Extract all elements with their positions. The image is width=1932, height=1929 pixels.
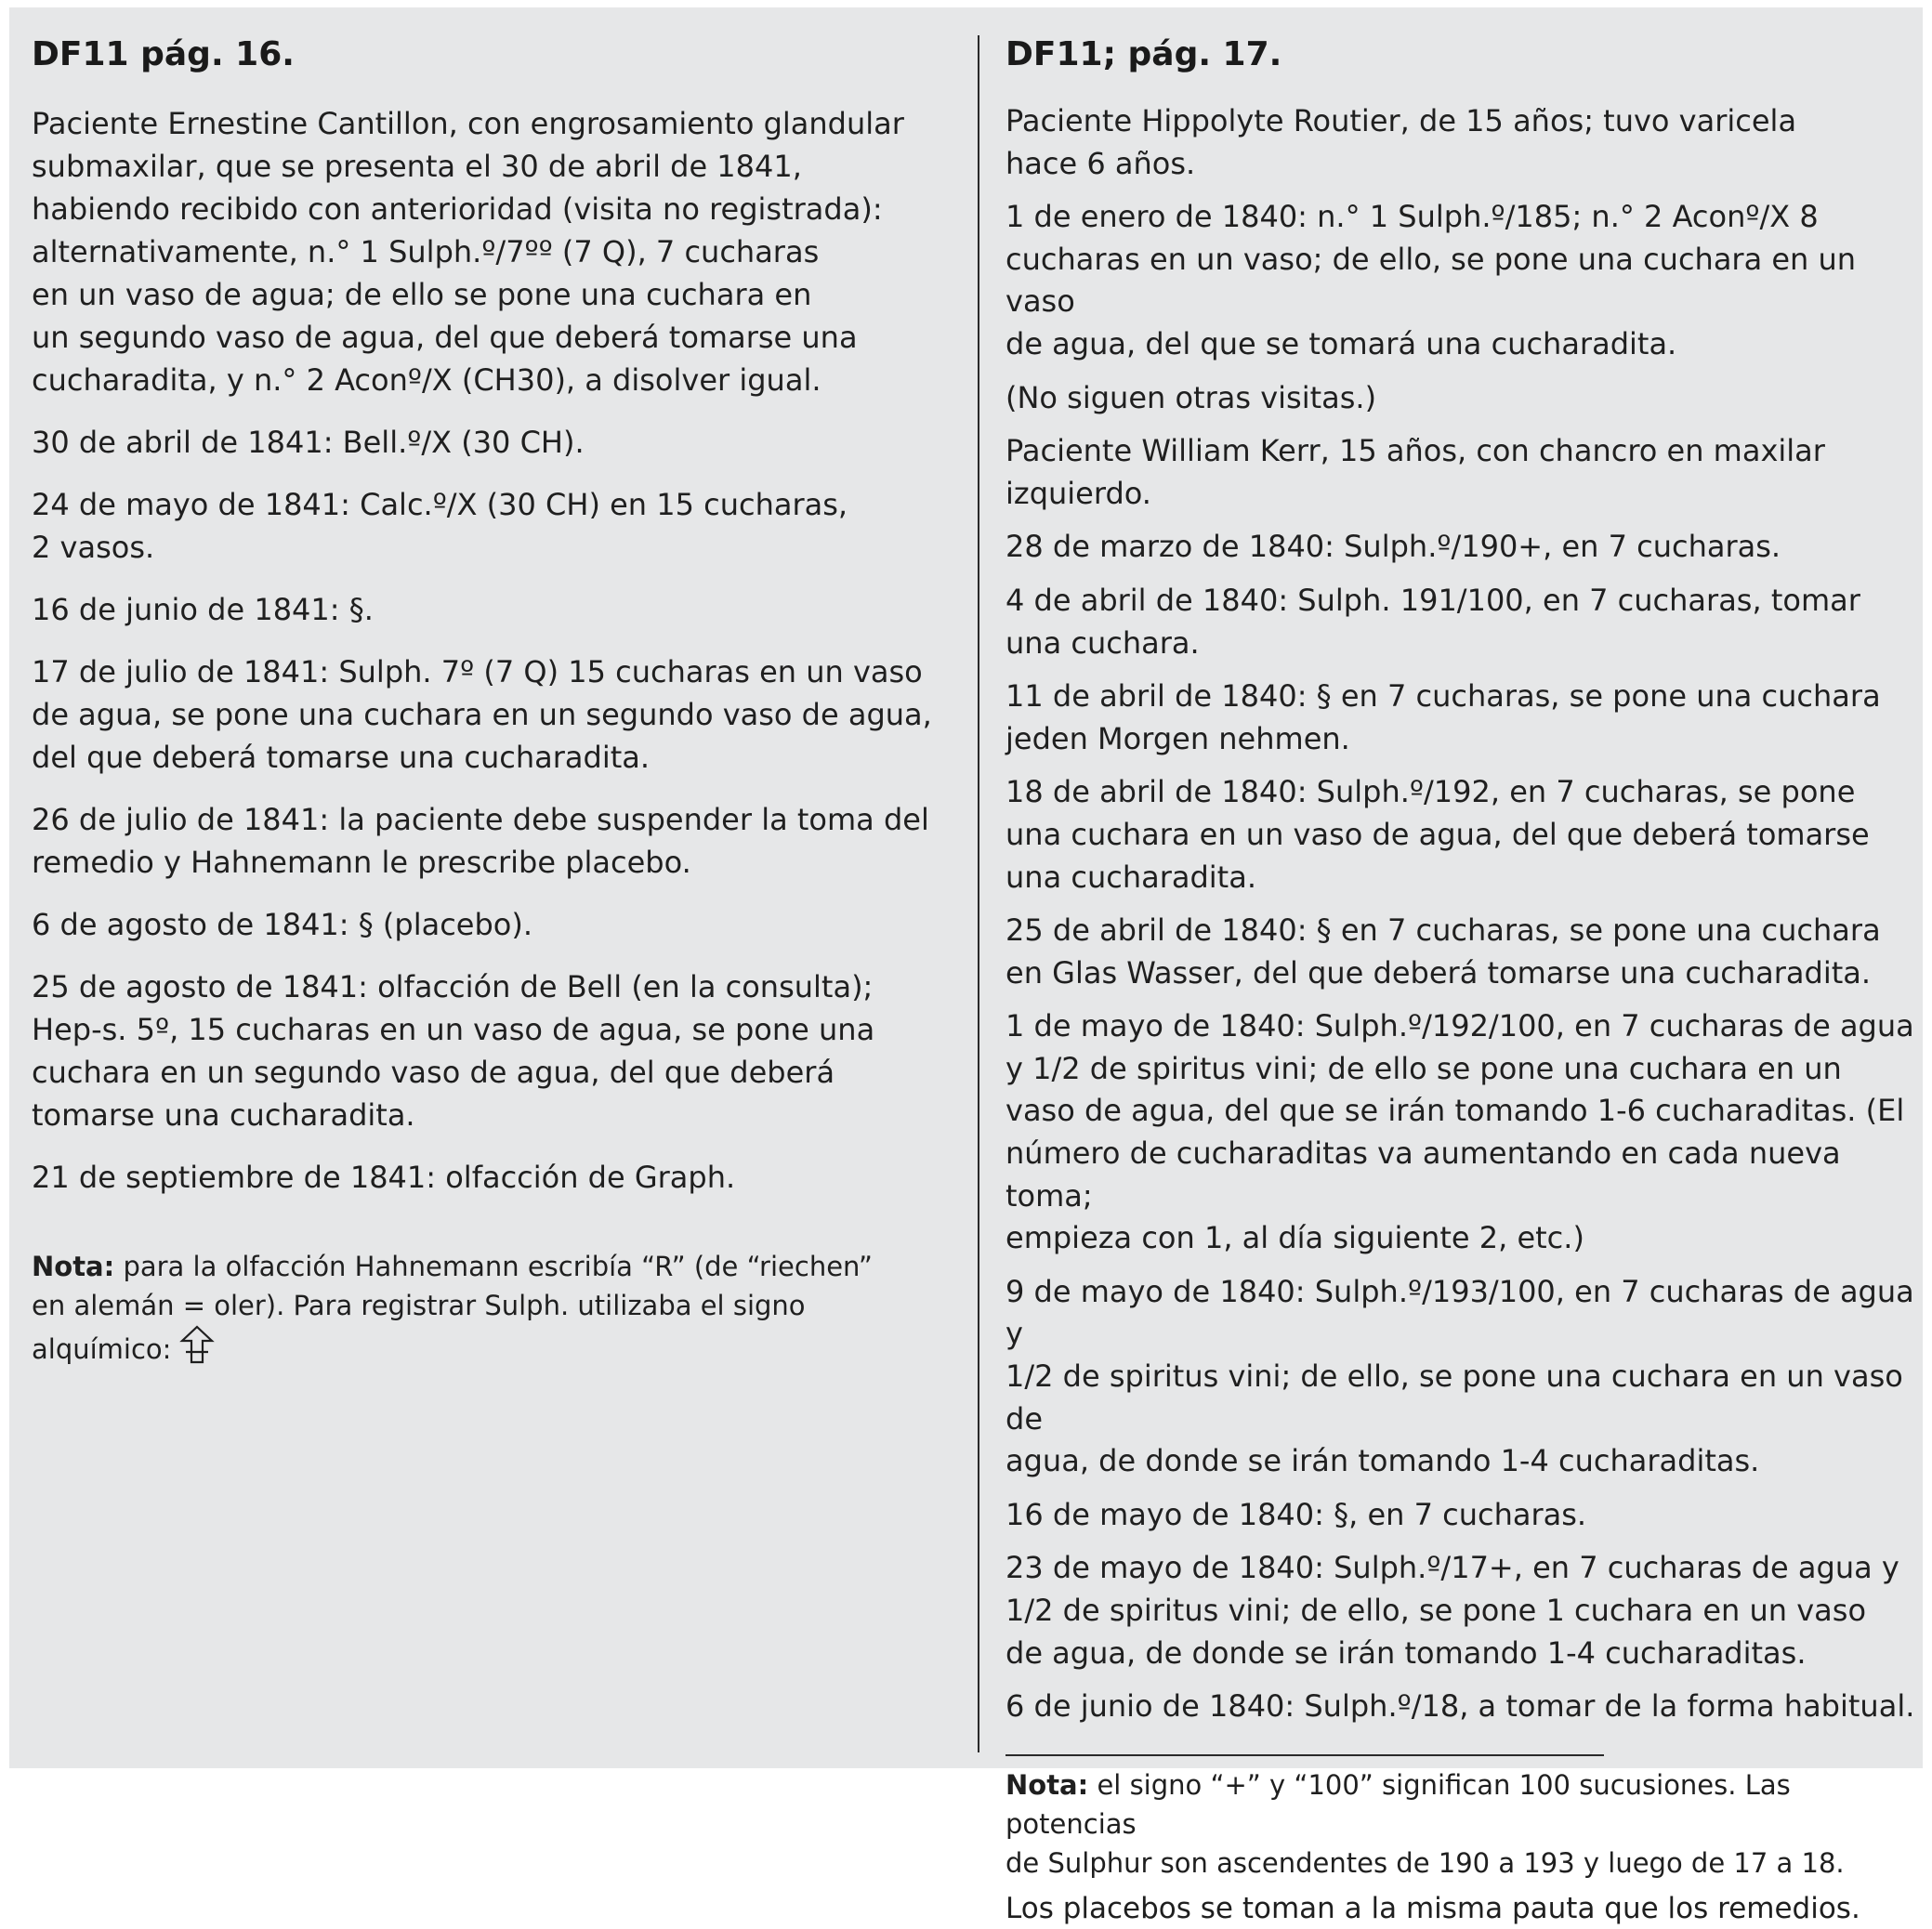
- left-paragraph-entry: 6 de agosto de 1841: § (placebo).: [32, 907, 533, 942]
- right-paragraph-entry: 25 de abril de 1840: § en 7 cucharas, se pone una cuchara en Glas Wasser, del que deberá tomarse una cucharadita.: [1005, 912, 1881, 991]
- sulphur-alchemical-icon: [178, 1325, 216, 1374]
- left-paragraph-entry: 30 de abril de 1841: Bell.º/X (30 CH).: [32, 425, 585, 460]
- right-paragraph-entry: 9 de mayo de 1840: Sulph.º/193/100, en 7 cucharas de agua y 1/2 de spiritus vini; de ello, se pone una cuchara en un vaso de agua, de donde se irán tomando 1-4 cucharaditas.: [1005, 1273, 1914, 1479]
- left-paragraph-entry: 25 de agosto de 1841: olfacción de Bell (en la consulta); Hep-s. 5º, 15 cucharas en un vaso de agua, se pone una cuchara en un segundo vaso de agua, del que deberá tomarse una cucharadita.: [32, 969, 875, 1133]
- right-paragraph-entry: 1 de mayo de 1840: Sulph.º/192/100, en 7 cucharas de agua y 1/2 de spiritus vini; de ello se pone una cuchara en un vaso de agua, del que se irán tomando 1-6 cucharaditas. (El número de cucharaditas va aumentando en cada nueva toma; empieza con 1, al día siguiente 2, etc.): [1005, 1008, 1914, 1256]
- left-paragraph-entry: 24 de mayo de 1841: Calc.º/X (30 CH) en 15 cucharas, 2 vasos.: [32, 487, 848, 565]
- left-column: [32, 28, 952, 1374]
- right-paragraph-entry: (No siguen otras visitas.): [1005, 379, 1377, 415]
- right-note-extra: Los placebos se toman a la misma pauta que los remedios.: [1005, 1891, 1860, 1925]
- left-note-text: para la olfacción Hahnemann escribía “R” (de “riechen” en alemán = oler). Para registrar Sulph. utilizaba el signo alquímico:: [32, 1251, 873, 1365]
- left-paragraph-entry: 17 de julio de 1841: Sulph. 7º (7 Q) 15 cucharas en un vaso de agua, se pone una cuchara en un segundo vaso de agua, del que deberá tomarse una cucharadita.: [32, 654, 932, 775]
- left-note: [32, 1247, 952, 1374]
- left-paragraph-entry: 26 de julio de 1841: la paciente debe suspender la toma del remedio y Hahnemann le prescribe placebo.: [32, 802, 929, 880]
- left-paragraph-entry: 16 de junio de 1841: §.: [32, 592, 374, 627]
- column-divider: [978, 35, 979, 1752]
- right-note-text: el signo “+” y “100” significan 100 sucusiones. Las potencias de Sulphur son ascendentes de 190 a 193 y luego de 17 a 18.: [1005, 1768, 1845, 1879]
- right-paragraph-entry: 18 de abril de 1840: Sulph.º/192, en 7 cucharas, se pone una cuchara en un vaso de agua, del que deberá tomarse una cucharadita.: [1005, 774, 1870, 895]
- right-paragraph-patient: Paciente Hippolyte Routier, de 15 años; tuvo varicela hace 6 años.: [1005, 103, 1797, 181]
- right-paragraph-entry: 11 de abril de 1840: § en 7 cucharas, se pone una cuchara jeden Morgen nehmen.: [1005, 678, 1881, 756]
- right-paragraph-patient: Paciente William Kerr, 15 años, con chancro en maxilar izquierdo.: [1005, 433, 1825, 511]
- document-page: [9, 7, 1923, 1925]
- note-separator: [1005, 1754, 1604, 1756]
- left-paragraph-patient: Paciente Ernestine Cantillon, con engrosamiento glandular submaxilar, que se presenta el 30 de abril de 1841, habiendo recibido con anterioridad (visita no registrada): alternativamente, n.° 1 Sulph.º/7ºº (7 Q), 7 cucharas en un vaso de agua; de ello se pone una cuchara en un segundo vaso de agua, del que deberá tomarse una cucharadita, y n.° 2 Aconº/X (CH30), a disolver igual.: [32, 106, 904, 398]
- right-note: [1005, 1765, 1916, 1883]
- right-paragraph-entry: 23 de mayo de 1840: Sulph.º/17+, en 7 cucharas de agua y 1/2 de spiritus vini; de ello, se pone 1 cuchara en un vaso de agua, de donde se irán tomando 1-4 cucharaditas.: [1005, 1550, 1899, 1671]
- right-column: [1005, 28, 1916, 1929]
- right-note-label: Nota:: [1005, 1768, 1089, 1801]
- right-page-heading: DF11; pág. 17.: [1005, 35, 1282, 73]
- left-note-label: Nota:: [32, 1251, 115, 1282]
- right-paragraph-entry: 28 de marzo de 1840: Sulph.º/190+, en 7 cucharas.: [1005, 529, 1781, 565]
- right-paragraph-entry: 1 de enero de 1840: n.° 1 Sulph.º/185; n.° 2 Aconº/X 8 cucharas en un vaso; de ello, se pone una cuchara en un vaso de agua, del que se tomará una cucharadita.: [1005, 199, 1857, 361]
- right-paragraph-entry: 6 de junio de 1840: Sulph.º/18, a tomar de la forma habitual.: [1005, 1688, 1915, 1725]
- left-page-heading: DF11 pág. 16.: [32, 35, 295, 73]
- left-paragraph-entry: 21 de septiembre de 1841: olfacción de Graph.: [32, 1160, 736, 1195]
- right-paragraph-entry: 16 de mayo de 1840: §, en 7 cucharas.: [1005, 1496, 1587, 1532]
- right-paragraph-entry: 4 de abril de 1840: Sulph. 191/100, en 7 cucharas, tomar una cuchara.: [1005, 582, 1860, 661]
